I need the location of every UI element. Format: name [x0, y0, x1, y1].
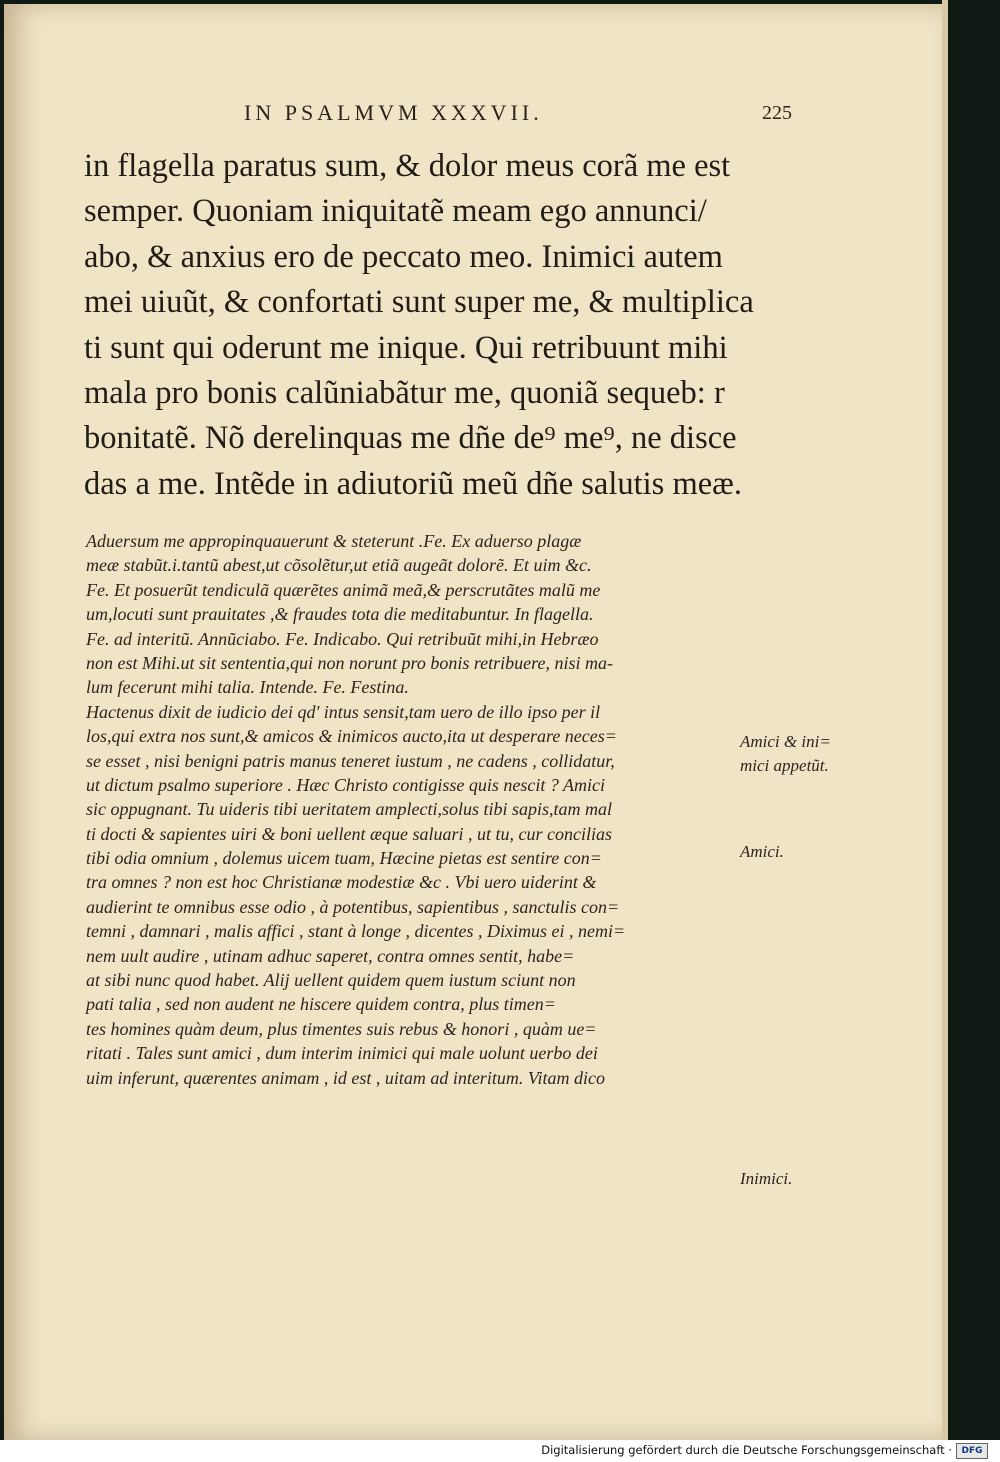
digitization-footer	[0, 1440, 1000, 1462]
psalm-line: das a me. Intẽde in adiutoriũ meũ dñe salutis meæ.	[84, 465, 742, 502]
marginal-note-inimici: Inimici.	[740, 1169, 793, 1188]
commentary-line: non est Mihi.ut sit sententia,qui non norunt pro bonis retribuere, nisi ma-	[86, 652, 613, 673]
commentary-line: temni , damnari , malis affici , stant à longe , dicentes , Diximus ei , nemi=	[86, 921, 626, 942]
commentary-line: sic oppugnant. Tu uideris tibi ueritatem amplecti,solus tibi sapis,tam mal	[86, 799, 613, 820]
commentary-line: meæ stabũt.i.tantũ abest,ut cõsolẽtur,ut etiã augeãt dolorẽ. Et uim &c.	[86, 555, 592, 576]
psalm-line: abo, & anxius ero de peccato meo. Inimici autem	[84, 238, 723, 275]
commentary-line: nem uult audire , utinam adhuc saperet, contra omnes sentit, habe=	[86, 945, 575, 966]
psalm-line: bonitatẽ. Nõ derelinquas me dñe de⁹ me⁹, ne disce	[84, 420, 737, 457]
commentary-line: Aduersum me appropinquauerunt & steterunt .Fe. Ex aduerso plagæ	[86, 531, 582, 551]
commentary-line: Fe. ad interitũ. Annũciabo. Fe. Indicabo. Qui retribuũt mihi,in Hebræo	[86, 628, 599, 649]
marginal-note-amici-inimici: Amici & ini=	[740, 732, 831, 751]
marginal-note-amici: Amici.	[740, 842, 784, 861]
commentary-line: tes homines quàm deum, plus timentes suis rebus & honori , quàm ue=	[86, 1018, 597, 1039]
commentary-line: ti docti & sapientes uiri & boni uellent æque saluari , ut tu, cur concilias	[86, 823, 612, 844]
psalm-line: mei uiuũt, & confortati sunt super me, & multiplica	[84, 284, 754, 321]
commentary-line: tra omnes ? non est hoc Christianæ modestiæ &c . Vbi uero uiderint &	[86, 872, 597, 893]
page-number: 225	[762, 102, 792, 124]
funding-note: Digitalisierung gefördert durch die Deutsche Forschungsgemeinschaft ·	[541, 1443, 952, 1457]
psalm-line: ti sunt qui oderunt me inique. Qui retribuunt mihi	[84, 329, 728, 366]
commentary-line: uim inferunt, quærentes animam , id est , uitam ad interitum. Vitam dico	[86, 1067, 605, 1088]
psalm-line: mala pro bonis calũniabãtur me, quoniã sequeb: r	[84, 374, 725, 411]
commentary-line: ut dictum psalmo superiore . Hæc Christo contigisse quis nescit ? Amici	[86, 774, 605, 795]
commentary-line: audierint te omnibus esse odio , à potentibus, sapientibus , sanctulis con=	[86, 896, 620, 917]
marginal-note-appetunt: mici appetũt.	[740, 756, 829, 775]
page-edge	[942, 0, 948, 1440]
running-head: IN PSALMVM XXXVII.	[244, 100, 543, 125]
psalm-line: semper. Quoniam iniquitatẽ meam ego annunci/	[84, 193, 707, 230]
commentary-line: at sibi nunc quod habet. Alij uellent quidem quem iustum sciunt non	[86, 970, 576, 991]
dfg-logo-icon: DFG	[956, 1443, 988, 1459]
psalm-line: in flagella paratus sum, & dolor meus corã me est	[84, 148, 731, 184]
commentary-line: tibi odia omnium , dolemus uicem tuam, Hæcine pietas est sentire con=	[86, 848, 602, 869]
commentary-line: se esset , nisi benigni patris manus teneret iustum , ne cadens , collidatur,	[86, 750, 615, 771]
book-page	[4, 4, 942, 1440]
commentary-line: Fe. Et posuerũt tendiculã quærẽtes animã meã,& perscrutãtes malũ me	[86, 579, 601, 600]
commentary-line: los,qui extra nos sunt,& amicos & inimicos aucto,ita ut desperare neces=	[86, 726, 617, 747]
commentary-line: pati talia , sed non audent ne hiscere quidem contra, plus timen=	[86, 994, 556, 1015]
commentary-line: Hactenus dixit de iudicio dei qd' intus sensit,tam uero de illo ipso per il	[86, 701, 601, 722]
commentary-line: lum fecerunt mihi talia. Intende. Fe. Festina.	[86, 677, 409, 698]
commentary-line: um,locuti sunt prauitates ,& fraudes tota die meditabuntur. In flagella.	[86, 604, 594, 625]
commentary-line: ritati . Tales sunt amici , dum interim inimici qui male uolunt uerbo dei	[86, 1043, 598, 1064]
page-header	[4, 100, 942, 130]
psalm-text	[84, 144, 774, 507]
commentary-text	[86, 529, 766, 1090]
